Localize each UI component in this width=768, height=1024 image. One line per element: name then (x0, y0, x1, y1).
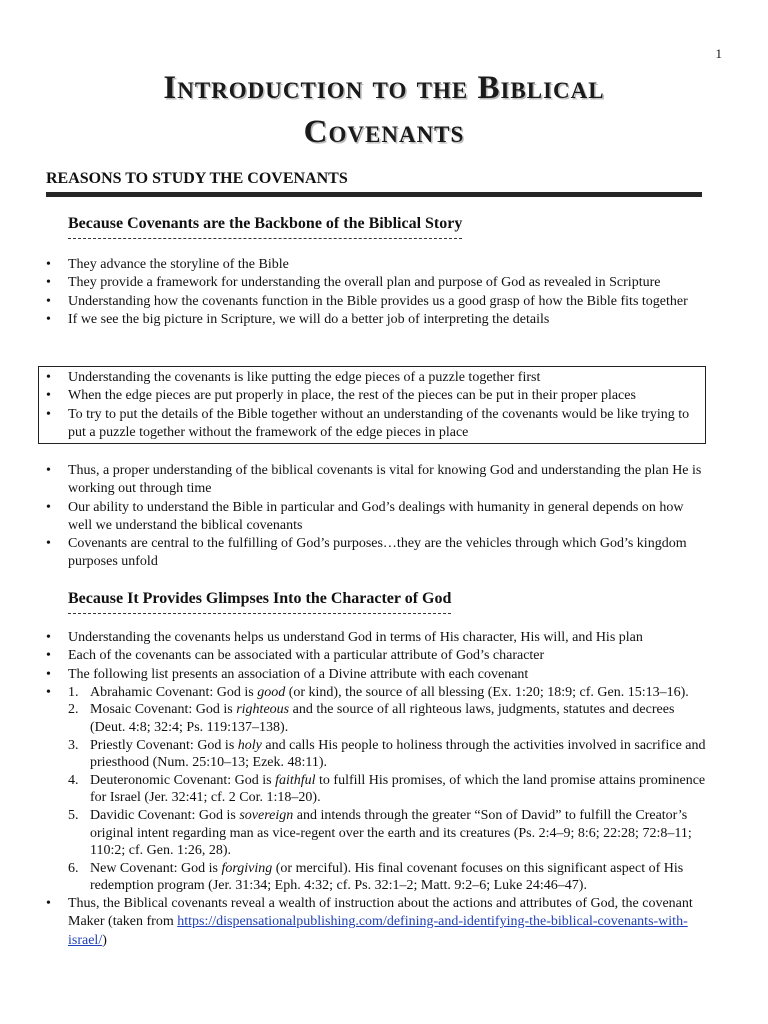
list-item: • When the edge pieces are put properly in place, the rest of the pieces can be put in their proper places (46, 387, 702, 405)
list-item: • Understanding how the covenants function in the Bible provides us a good grasp of how the Bible fits together (46, 293, 706, 311)
list-item-attributes (46, 684, 706, 895)
attribute-item: • 1. Abrahamic Covenant: God is good (or kind), the source of all blessing (Ex. 1:20; 18:9; cf. Gen. 15:13–16). (68, 684, 689, 700)
list-item: • Thus, a proper understanding of the biblical covenants is vital for knowing God and understanding the plan He is working out through time (46, 462, 706, 499)
list-item: • Covenants are central to the fulfilling of God’s purposes…they are the vehicles through which God’s kingdom purposes unfold (46, 535, 706, 572)
character-bullets (46, 629, 706, 950)
importance-bullets (46, 462, 706, 572)
list-item: • To try to put the details of the Bible together without an understanding of the covenants would be like trying to put a puzzle together without the framework of the edge pieces in place (46, 406, 702, 443)
page-title (0, 66, 768, 154)
covenant-attribute-list (68, 684, 706, 895)
list-item: • Each of the covenants can be associated with a particular attribute of God’s character (46, 647, 706, 665)
list-item: • Understanding the covenants helps us understand God in terms of His character, His will, and His plan (46, 629, 706, 647)
list-item: • They advance the storyline of the Bible (46, 256, 706, 274)
attribute-item: 3. Priestly Covenant: God is holy and calls His people to holiness through the activities involved in sacrifice and priesthood (Num. 25:10–13; Ezek. 48:11). (68, 737, 706, 771)
page-number: 1 (715, 46, 722, 61)
title-line-1: Introduction to the Biblical (163, 70, 605, 106)
list-item: • They provide a framework for understanding the overall plan and purpose of God as revealed in Scripture (46, 274, 706, 292)
attribute-item: 5. Davidic Covenant: God is sovereign and intends through the greater “Son of David” to fulfill the Creator’s original intent regarding man as vice-regent over the earth and its creatures (Ps. 2:4–9; 8:6; 22:28; 72:8–11; 110:2; cf. Gen. 1:26, 28). (68, 808, 692, 859)
list-item: • Our ability to understand the Bible in particular and God’s dealings with humanity in general depends on how well we understand the biblical covenants (46, 499, 706, 536)
section-heading: REASONS TO STUDY THE COVENANTS (46, 170, 348, 187)
attribute-item: 6. New Covenant: God is forgiving (or merciful). His final covenant focuses on this significant aspect of His redemption program (Jer. 31:34; Eph. 4:32; cf. Ps. 32:1–2; Matt. 9:2–6; Luke 24:46–47). (68, 860, 684, 894)
attribute-item: 2. Mosaic Covenant: God is righteous and the source of all righteous laws, judgments, statutes and decrees (Deut. 4:8; 32:4; Ps. 119:137–138). (68, 702, 675, 736)
title-line-2: Covenants (303, 114, 465, 150)
source-link[interactable]: https://dispensationalpublishing.com/defining-and-identifying-the-biblical-covenants-with-israel/ (68, 914, 688, 948)
attribute-item: 4. Deuteronomic Covenant: God is faithful to fulfill His promises, of which the land promise attains prominence for Israel (Jer. 32:41; cf. 2 Cor. 1:18–20). (68, 772, 706, 806)
puzzle-bullets (46, 369, 702, 442)
subsection-heading-character: Because It Provides Glimpses Into the Character of God (68, 589, 451, 614)
subsection-heading-backbone: Because Covenants are the Backbone of the Biblical Story (68, 214, 462, 239)
backbone-bullets (46, 256, 706, 329)
section-rule (46, 192, 702, 197)
list-item: • Understanding the covenants is like putting the edge pieces of a puzzle together first (46, 369, 702, 387)
list-item: • The following list presents an association of a Divine attribute with each covenant (46, 666, 706, 684)
list-item-closing: • Thus, the Biblical covenants reveal a wealth of instruction about the actions and attributes of God, the covenant Maker (taken from https://dispensationalpublishing.com/defining-and-identifying-the-biblical-covenants-with-israel/) (46, 895, 706, 950)
list-item: • If we see the big picture in Scripture, we will do a better job of interpreting the details (46, 311, 706, 329)
